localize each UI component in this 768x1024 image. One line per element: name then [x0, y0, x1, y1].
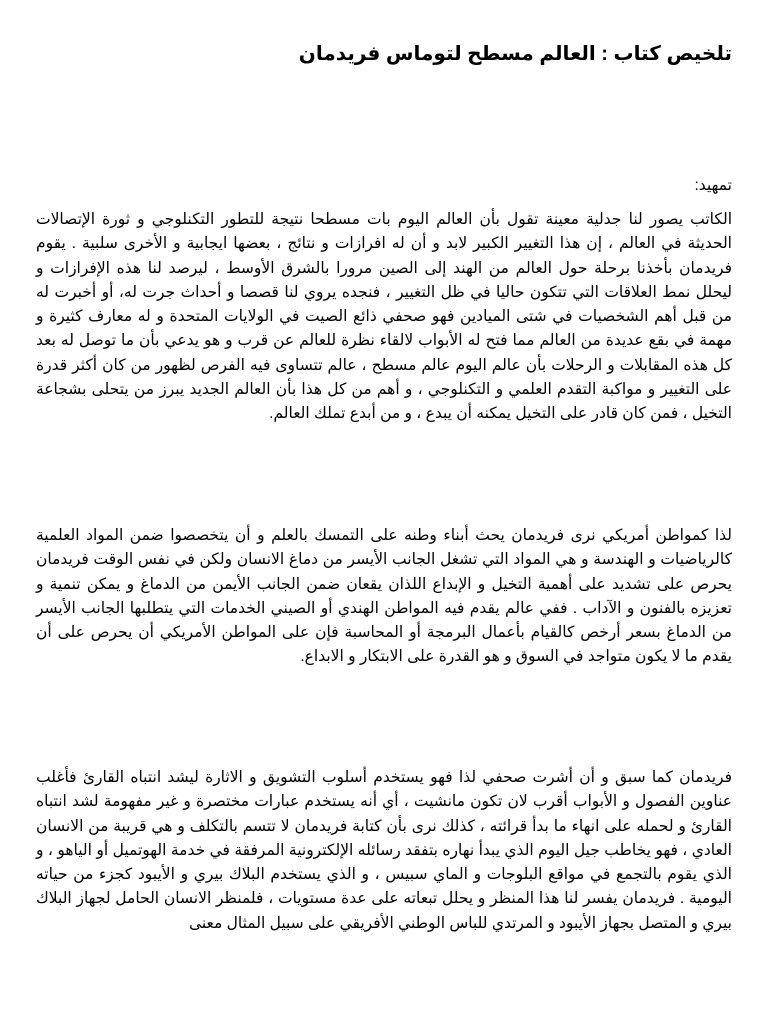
- document-title: تلخيص كتاب : العالم مسطح لتوماس فريدمان: [298, 43, 732, 65]
- paragraph-1: الكاتب يصور لنا جدلية معينة تقول بأن العالم اليوم بات مسطحا نتيجة للتطور التكنلوجي و ثورة الإتصالات الحديثة في العالم ، إن هذا التغيير الكبير لابد و أن له افرازات و نتائج ، بعضها ايجابية و الأخرى سلبية . يقوم فريدمان بأخذنا برحلة حول العالم من الهند إلى الصين مرورا بالشرق الأوسط ، ليرصد لنا هذه الإفرازات و ليحلل نمط العلاقات التي تتكون حاليا في ظل التغيير ، فنجده يروي لنا قصصا و أحداث جرت له، أو أخبرت له من قبل أهم الشخصيات في شتى الميادين فهو صحفي ذائع الصيت في الولايات المتحدة و له معارف كثيرة و مهمة في بقع عديدة من العالم مما فتح له الأبواب لالقاء نظرة للعالم عن قرب و هو يدعي بأن ما توصل له بعد كل هذه المقابلات و الرحلات بأن عالم اليوم عالم مسطح ، عالم تتساوى فيه الفرص لظهور من كان أكثر قدرة على التغيير و مواكبة التقدم العلمي و التكنلوجي ، و أهم من كل هذا بأن العالم الجديد يبرز من يتحلى بشجاعة التخيل ، فمن كان قادر على التخيل يمكنه أن يبدع ، و من أبدع تملك العالم.: [36, 211, 732, 423]
- paragraph-2: لذا كمواطن أمريكي نرى فريدمان يحث أبناء وطنه على التمسك بالعلم و أن يتخصصوا ضمن المواد العلمية كالرياضيات و الهندسة و هي المواد التي تشغل الجانب الأيسر من دماغ الانسان ولكن في نفس الوقت فريدمان يحرص على تشديد على أهمية التخيل و الإبداع اللذان يقعان ضمن الجانب الأيمن من الدماغ و يمكن تنمية و تعزيزه بالفنون و الآداب . ففي عالم يقدم فيه المواطن الهندي أو الصيني الخدمات التي يتطلبها الجانب الأيسر من الدماغ بسعر أرخص كالقيام بأعمال البرمجة أو المحاسبة فإن على المواطن الأمريكي أن يحرص على أن يقدم ما لا يكون متواجد في السوق و هو القدرة على الابتكار و الابداع.: [36, 527, 732, 666]
- paragraph-3: فريدمان كما سبق و أن أشرت صحفي لذا فهو يستخدم أسلوب التشويق و الاثارة ليشد انتباه القارئ فأغلب عناوين الفصول و الأبواب أقرب لان تكون مانشيت ، أي أنه يستخدم عبارات مختصرة و غير مفهومة لشد انتباه القارئ و لحمله على انهاء ما بدأ قرائته ، كذلك نرى بأن كتابة فريدمان لا تتسم بالتكلف و هي قريبة من الانسان العادي ، فهو يخاطب جيل اليوم الذي يبدأ نهاره بتفقد رسائله الإلكترونية المرفقة في خدمة الهوتميل أو الياهو ، و الذي يقوم بالتجمع في مواقع البلوجات و الماي سبيس ، و الذي يستخدم البلاك بيري و الأيبود كجزء من حياته اليومية . فريدمان يفسر لنا هذا المنظر و يحلل تبعاته على عدة مستويات ، فلمنظر الانسان الحامل لجهاز البلاك بيري و المتصل بجهاز الأيبود و المرتدي للباس الوطني الأفريقي على سبيل المثال معنى: [36, 769, 732, 932]
- section-heading-intro: تمهيد:: [694, 177, 732, 194]
